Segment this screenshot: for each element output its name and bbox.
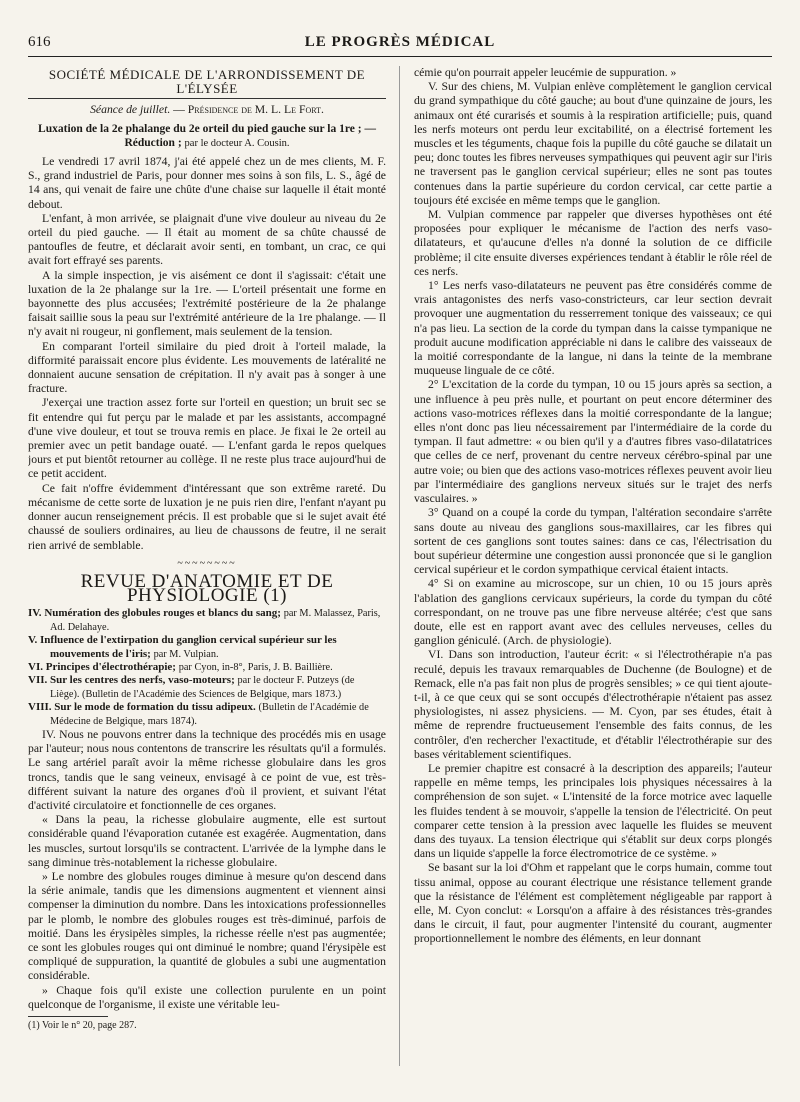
paragraph: A la simple inspection, je vis aisément ce dont il s'agissait: c'était une luxation de la 2e phalange sur la 1re. — L'orteil présentait une forme en bayonnette des plus accusées; l'extrémité postérieure de la 2e phalange faisait saillie sous la peau sur l'extrémité antérieure de la 1re phalange. — Il n'y avait ni rougeur, ni gonflement, mais seulement de la tension.	[28, 268, 386, 339]
seance-line	[28, 103, 386, 117]
left-column	[28, 66, 386, 1094]
seance-date: Séance de juillet.	[90, 103, 171, 117]
footnote-rule	[28, 1016, 108, 1017]
bib-author: par le docteur F. Putzeys (de Liège). (Bulletin de l'Académie des Sciences de Belgique, mars 1873.)	[50, 675, 355, 700]
bib-title: Principes d'électrothérapie;	[45, 660, 176, 673]
paragraph: En comparant l'orteil similaire du pied droit à l'orteil malade, la difformité paraissait encore plus évidente. Les mouvements de latéralité ne donnaient aucune sensation de crépitation. Il n'y avait pas à songer à une fracture.	[28, 339, 386, 396]
paragraph: « Dans la peau, la richesse globulaire augmente, elle est surtout considérable quand l'évaporation cutanée est exagérée. Augmentation, dans les muscles, surtout lorsqu'ils se contractent. L'arrivée de la lymphe dans le sang diminue très-notablement la richesse globulaire.	[28, 813, 386, 869]
bib-title: Sur les centres des nerfs, vaso-moteurs;	[50, 674, 235, 687]
paragraph: L'enfant, à mon arrivée, se plaignait d'une vive douleur au niveau du 2e orteil du pied gauche. — Il était au moment de sa chûte chaussé de pantoufles de feutre, et déclarait avoir senti, en tombant, un crac, ce qui avait fort effrayé ses parents.	[28, 211, 386, 268]
bibliography-item	[28, 674, 386, 701]
bib-title: Numération des globules rouges et blancs du sang;	[44, 607, 281, 620]
bibliography-item	[28, 661, 386, 674]
paragraph: cémie qu'on pourrait appeler leucémie de suppuration. »	[414, 66, 677, 79]
column-divider	[399, 66, 400, 1066]
paragraph: Le vendredi 17 avril 1874, j'ai été appelé chez un de mes clients, M. F. S., grand industriel de Paris, pour donner mes soins à son fils, L. S., âgé de 14 ans, qui venait de faire une chûte d'une chaise sur laquelle il était monté debout.	[28, 155, 386, 211]
paragraph: VI. Dans son introduction, l'auteur écrit: « si l'électrothérapie n'a pas reculé, depuis les travaux remarquables de Duchenne (de Boulogne) et de Remack, elle n'a pas fait non plus de progrès sensibles; » ce qui tient ajoute-t-il, à ce que ceux qui se sont occupés d'électrothérapie n'étaient pas assez physiologistes, ni assez physiciens. — M. Cyon, par ses études, était à même de reprendre fructueusement l'ensemble des faits connus, de les contrôler, d'en rechercher l'exactitude, et d'établir l'électrothérapie sur des bases véritablement scientifiques.	[414, 648, 772, 761]
section-title: SOCIÉTÉ MÉDICALE DE L'ARRONDISSEMENT DE L'ÉLYSÉE	[28, 68, 386, 99]
page-number: 616	[28, 34, 51, 50]
paragraph: » Le nombre des globules rouges diminue à mesure qu'on descend dans la série animale, tandis que les dimensions augmentent et viennent ainsi compenser la diminution du nombre. Dans les intoxications professionnelles par le plomb, le nombre des globules rouges est très-diminué, parfois de moitié. Dans les érysipèles simples, la richesse réelle n'est pas augmentée; ce sont les globules rouges qui ont diminué le nombre; quand l'érysipèle est compliqué de suppuration, la quantité de globules a subi une augmentation considérable.	[28, 870, 386, 983]
bib-num: VII.	[28, 674, 48, 687]
paragraph: 2° L'excitation de la corde du tympan, 10 ou 15 jours après sa section, a une influence à peu près nulle, et pourtant on peut encore déterminer des actions vaso-motrices réflexes dans la moitié correspondante de la langue; elles n'ont donc pas lieu nécessairement par l'intermédiaire de la corde du tympan. Il faut admettre: « ou bien qu'il y a d'autres fibres vaso-dilatatrices que celles de ce nerf, provenant du centre nerveux cérébro-spinal par une autre voie; ou bien que des actions vaso-motrices réflexes peuvent avoir lieu par l'intermédiaire des ganglions nerveux situés sur le trajet des nerfs vasculaires. »	[414, 378, 772, 506]
article-author: par le docteur A. Cousin.	[184, 137, 290, 149]
paragraph: 4° Si on examine au microscope, sur un chien, 10 ou 15 jours après l'ablation des ganglions cervicaux supérieurs, la corde du tympan du côté correspondant, on ne trouve pas une fibre nerveuse altérée; c'est que sans doute, elle est en rapport avant avec des cellules nerveuses, celles du ganglion géniculé. (Arch. de physiologie).	[414, 577, 772, 648]
bib-num: VIII.	[28, 701, 52, 714]
bib-author: par M. Vulpian.	[153, 648, 219, 660]
paragraph: Le premier chapitre est consacré à la description des appareils; l'auteur rappelle en même temps, les principales lois physiques nécessaires à la compréhension de son sujet. « L'intensité de la force motrice avec laquelle les fluides tendent à se mouvoir, s'appelle la tension de l'électricité. On peut comparer cette tension à la pression avec laquelle les fluides se meuvent dans des tuyaux. La tension électrique qui s'établit sur deux corps plongés dans un liquide s'appelle la force électromotrice de ce système. »	[414, 761, 772, 861]
article-title-text: Luxation de la 2e phalange du 2e orteil du pied gauche sur la 1re ; — Réduction ;	[38, 122, 376, 149]
revue-title: REVUE D'ANATOMIE ET DE PHYSIOLOGIE (1)	[80, 570, 334, 607]
article-title	[28, 122, 386, 151]
paragraph: 1° Les nerfs vaso-dilatateurs ne peuvent pas être considérés comme de vrais antagonistes des nerfs vaso-constricteurs, car leur section devrait provoquer une augmentation du resserrement tonique des vaisseaux; ce qui n'a pas lieu. La section de la corde du tympan dans la caisse tympanique ne produit aucune modification appréciable ni dans le calibre des vaisseaux de la moitié correspondante de la langue, ni dans la teinte de la membrane muqueuse linguale de ce côté.	[414, 279, 772, 378]
bib-title: Influence de l'extirpation du ganglion cervical supérieur sur les mouvements de l'iris;	[40, 634, 337, 660]
seance-presidence: — Présidence de M. L. Le Fort.	[173, 103, 324, 117]
bib-title: Sur le mode de formation du tissu adipeux.	[54, 701, 256, 714]
paragraph: J'exerçai une traction assez forte sur l'orteil en question; un bruit sec se fit entendre qui fut perçu par le malade et par les assistants, accompagné d'une vive douleur, et tout se trouva remis en place. Je fixai le 2e orteil au premier avec un petit bandage ouaté. — L'enfant garda le repos quelques jours et put bientôt retourner au collège. Il ne reste plus trace aujourd'hui de ce petit accident.	[28, 396, 386, 481]
paragraph: Se basant sur la loi d'Ohm et rappelant que le corps humain, comme tout tissu animal, oppose au courant électrique une résistance tellement grande que la résistance de l'élément est complètement négligeable par rapport à elle, M. Cyon conclut: « Lorsqu'on a affaire à des résistances très-grandes dans le circuit, il faut, pour augmenter l'intensité du courant, augmenter proportionnellement le nombre des éléments, en leur donnant	[414, 861, 772, 946]
bib-author: par M. Malassez, Paris, Ad. Delahaye.	[50, 608, 381, 633]
bibliography-item	[28, 701, 386, 728]
paragraph: Ce fait n'offre évidemment d'intéressant que son extrême rareté. Du mécanisme de cette sorte de luxation je ne puis rien dire, l'enfant n'ayant pu donner aucun renseignement précis. Il est probable que si le sujet avait été chaussé de souliers ordinaires, au lieu de chaussons de feutre, il ne serait rien arrivé de semblable.	[28, 481, 386, 552]
footnote: (1) Voir le n° 20, page 287.	[28, 1020, 137, 1032]
paragraph: M. Vulpian commence par rappeler que diverses hypothèses ont été proposées pour expliquer le mécanisme de l'action des nerfs vaso-dilatateurs, et qu'aucune d'elles n'a donné la solution de ce difficile problème; il cite ensuite diverses expériences tendant à établir le rôle réel de ces nerfs.	[414, 208, 772, 278]
paragraph: 3° Quand on a coupé la corde du tympan, l'altération secondaire s'arrête sans doute au niveau des ganglions sous-maxillaires, car les fibres qui sortent de ces ganglions sont toutes saines: dans ce cas, l'électrisation du bout supérieur détermine une congestion aussi prononcée que si le ganglion cervical supérieur et le cordon sympathique cervical étaient intacts.	[414, 506, 772, 577]
journal-title: LE PROGRÈS MÉDICAL	[304, 34, 496, 50]
paragraph: IV. Nous ne pouvons entrer dans la technique des procédés mis en usage par l'auteur; nous nous contentons de transcrire les résultats qu'il a formulés. Le sang artériel paraît avoir la même richesse globulaire dans les gros troncs, tandis que le sang veineux, envisagé à ce point de vue, est très-différent suivant la nature des organes d'où il provient, et suivant l'état d'activité circulatoire et fonctionnelle de ces organes.	[28, 727, 386, 812]
bib-author: (Bulletin de l'Académie de Médecine de Belgique, mars 1874).	[50, 702, 369, 727]
bib-num: VI.	[28, 660, 43, 673]
bib-num: V.	[28, 634, 38, 647]
paragraph: » Chaque fois qu'il existe une collection purulente en un point quelconque de l'organisme, il existe une véritable leu-	[28, 983, 386, 1011]
paragraph: V. Sur des chiens, M. Vulpian enlève complètement le ganglion cervical du grand sympathique du côté gauche; au bout d'une quinzaine de jours, les animaux ont été curarisés et soumis à la respiration artificielle; puis, quand les nerfs moteurs ont perdu leur excitabilité, on a électrisé fortement les muscles et les téguments, chaque fois la pupille du côté gauche se dilatait un peu; donc toutes les fibres nerveuses sympathiques qui peuvent agir sur l'iris ne traversent pas le ganglion cervical supérieur; elles ne sont pas toutes contenues dans la partie supérieure du cordon cervical, car cette partie a toujours été excisée en même temps que le ganglion.	[414, 80, 772, 207]
bib-author: par Cyon, in-8°, Paris, J. B. Baillière.	[178, 661, 333, 673]
right-column	[414, 66, 772, 1094]
bibliography-item	[28, 607, 386, 634]
bib-num: IV.	[28, 607, 42, 620]
page-header	[28, 34, 772, 57]
ornament-divider: ~~~~~~~~	[177, 557, 237, 569]
bibliography-item	[28, 634, 386, 661]
